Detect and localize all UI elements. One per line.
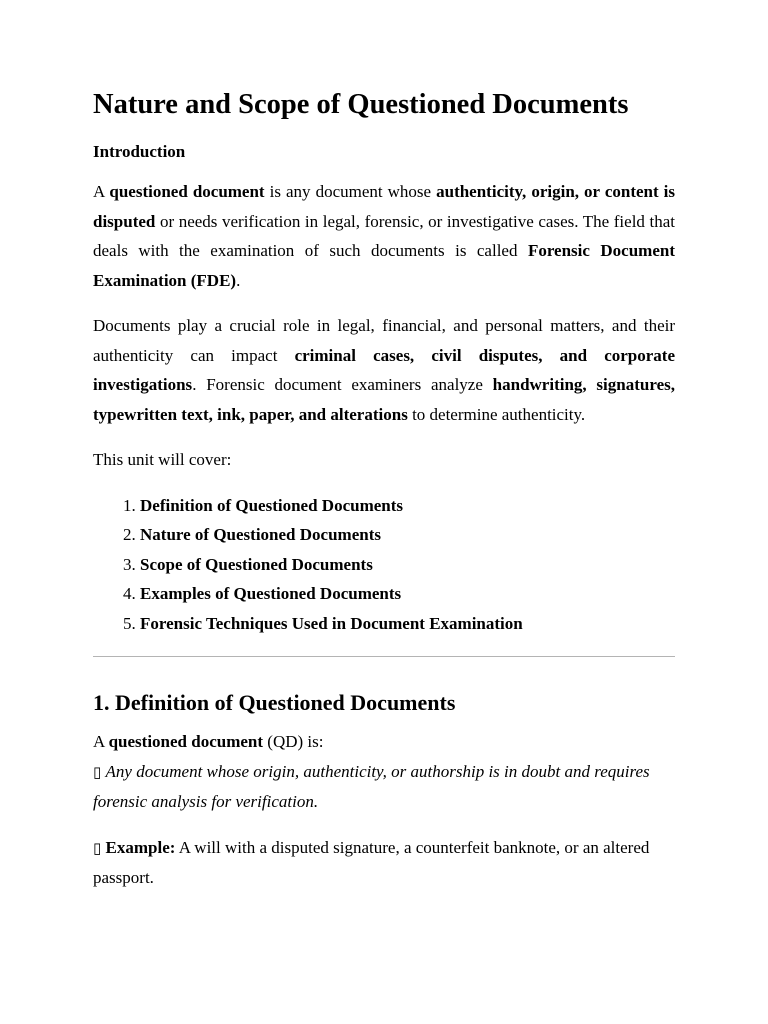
list-item: 2. Nature of Questioned Documents	[140, 520, 675, 550]
introduction-heading: Introduction	[93, 142, 186, 161]
list-item: 3. Scope of Questioned Documents	[140, 550, 675, 580]
example-label: Example:	[105, 837, 176, 857]
list-item: 4. Examples of Questioned Documents	[140, 579, 675, 609]
definition-intro-line: A questioned document (QD) is: ▯ Any document whose origin, authenticity, or authorship is in doubt and requires forensic analysis for verification.	[93, 732, 650, 811]
intro-paragraph-1: A questioned document is any document whose authenticity, origin, or content is disputed or needs verification in legal, forensic, or investigative cases. The field that deals with the examination of such documents is called Forensic Document Examination (FDE).	[93, 182, 676, 290]
section-heading: 1. Definition of Questioned Documents	[93, 690, 456, 715]
section-divider	[93, 656, 675, 657]
missing-glyph-icon: ▯	[93, 762, 102, 781]
list-item: 1. Definition of Questioned Documents	[140, 491, 675, 521]
example-paragraph	[93, 833, 675, 893]
unit-list	[93, 491, 675, 639]
missing-glyph-icon: ▯	[93, 838, 102, 857]
intro-paragraph-2: Documents play a crucial role in legal, financial, and personal matters, and their authenticity can impact criminal cases, civil disputes, and corporate investigations. Forensic document examiners analyze handwriting, signatures, typewritten text, ink, paper, and alterations to determine authenticity.	[93, 316, 675, 424]
page-title: Nature and Scope of Questioned Documents	[93, 89, 629, 120]
definition-text: Any document whose origin, authenticity, or authorship is in doubt and requires forensic analysis for verification.	[93, 761, 650, 811]
example-text: A will with a disputed signature, a counterfeit banknote, or an altered passport.	[93, 837, 650, 887]
intro-paragraph-3: This unit will cover:	[93, 450, 232, 469]
list-item: 5. Forensic Techniques Used in Document Examination	[140, 609, 675, 639]
